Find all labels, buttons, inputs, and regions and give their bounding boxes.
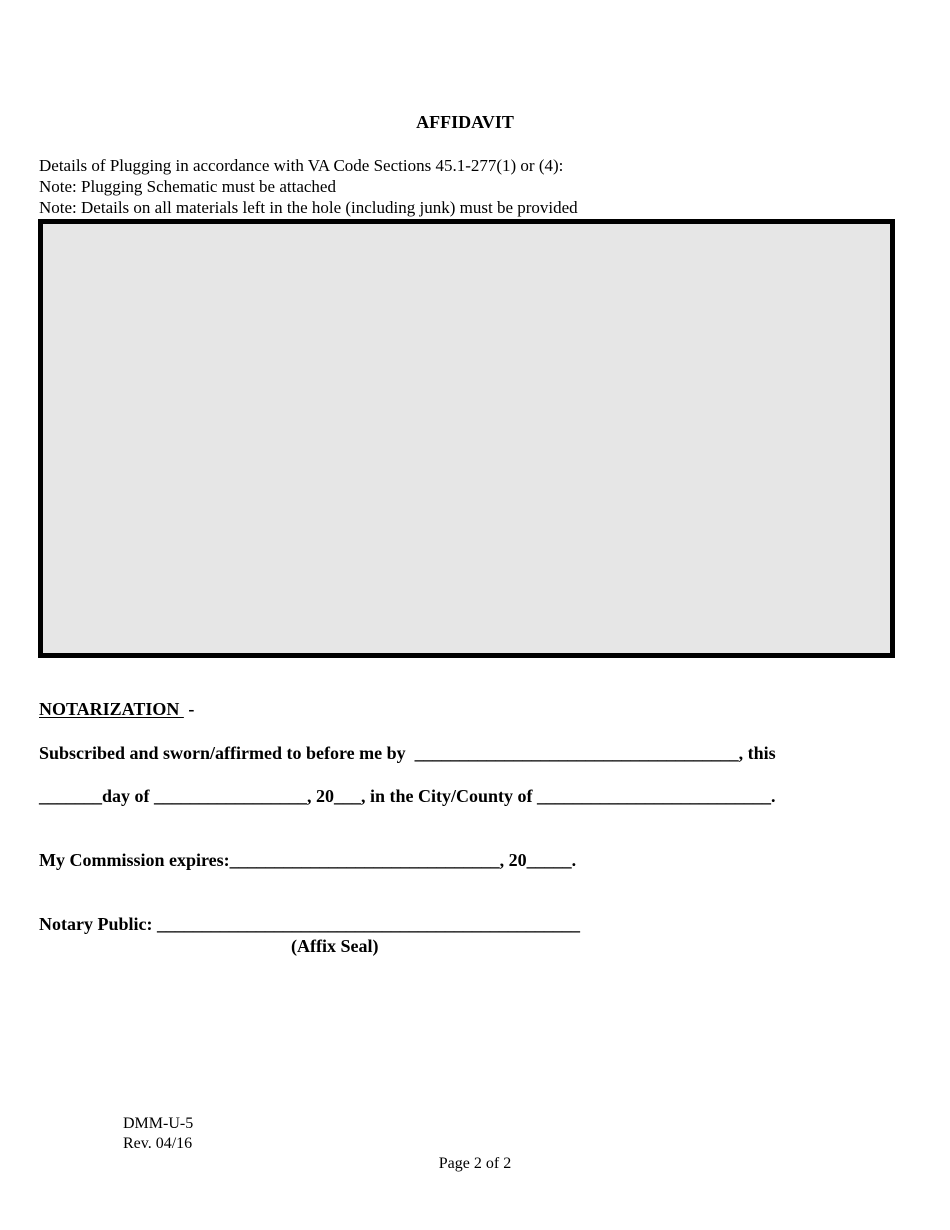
plugging-details-textarea[interactable] (38, 219, 895, 658)
notary-public-line: Notary Public: _______________________________________________ (39, 914, 580, 934)
sworn-before-line: Subscribed and sworn/affirmed to before me by ____________________________________, this (39, 743, 776, 763)
page-title: AFFIDAVIT (416, 112, 514, 132)
page-number: Page 2 of 2 (438, 1155, 512, 1172)
form-id: DMM-U-5 (123, 1115, 194, 1132)
notarization-heading-dash: - (183, 699, 195, 719)
intro-note-materials: Note: Details on all materials left in the hole (including junk) must be provided (39, 198, 578, 217)
affix-seal-label: (Affix Seal) (291, 936, 379, 956)
form-revision: Rev. 04/16 (123, 1135, 193, 1152)
intro-line-code-sections: Details of Plugging in accordance with VA Code Sections 45.1-277(1) or (4): (39, 156, 564, 175)
notarization-heading-text: NOTARIZATION (39, 699, 184, 719)
intro-note-schematic: Note: Plugging Schematic must be attached (39, 177, 336, 196)
date-location-line: _______day of _________________, 20___, in the City/County of __________________________. (39, 786, 776, 806)
commission-expires-line: My Commission expires:______________________________, 20_____. (39, 850, 577, 870)
notarization-heading (39, 699, 194, 720)
